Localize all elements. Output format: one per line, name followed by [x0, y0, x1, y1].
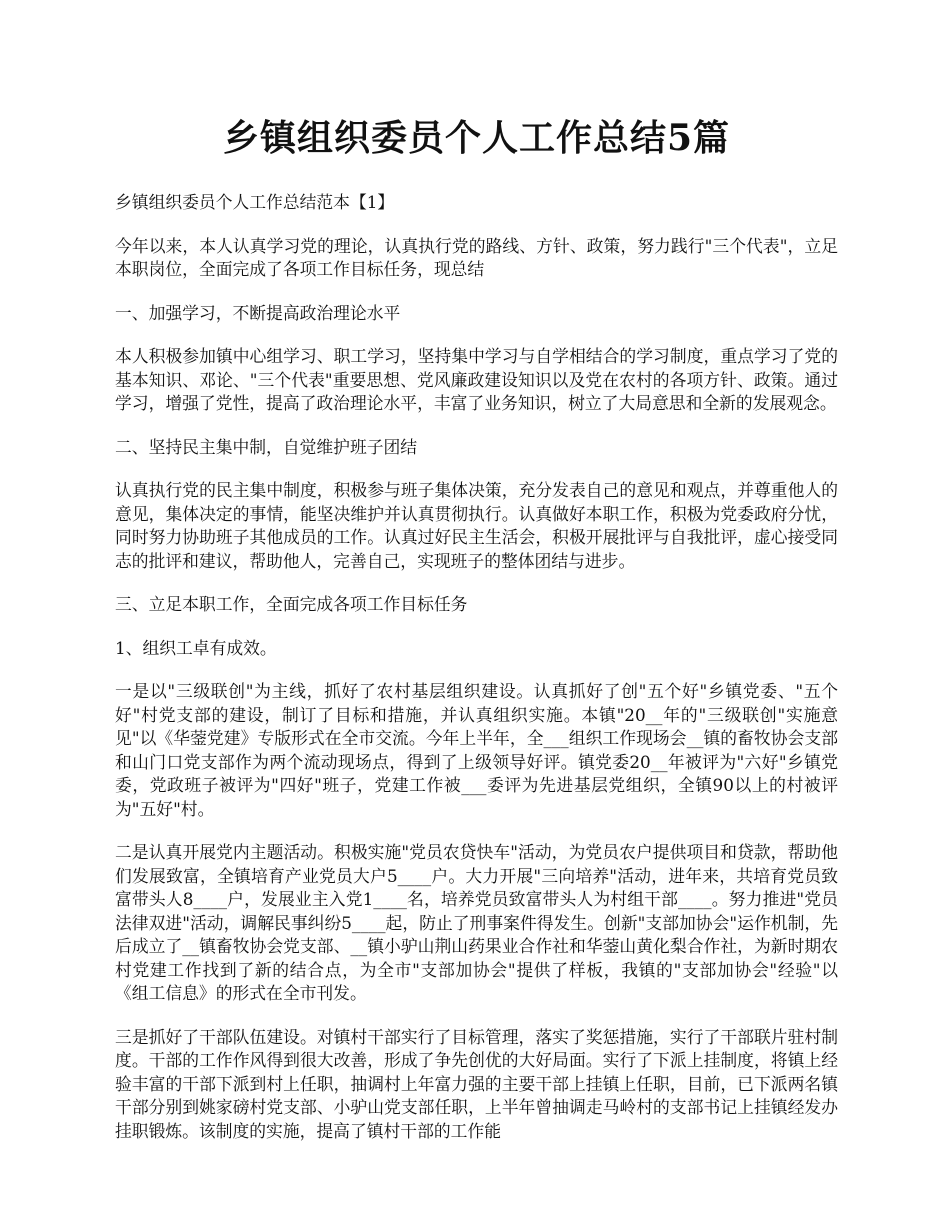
organization-work-paragraph-1: 一是以"三级联创"为主线，抓好了农村基层组织建设。认真抓好了创"五个好"乡镇党委、"五个好"村党支部的建设，制订了目标和措施，并认真组织实施。本镇"20__年的"三级联创"实施意见"以《华蓥党建》专版形式在全市交流。今年上半年，全___组织工作现场会__镇的畜牧协会支部和山门口党支部作为两个流动现场点，得到了上级领导好评。镇党委20__年被评为"六好"乡镇党委，党政班子被评为"四好"班子，党建工作被___委评为先进基层党组织，全镇90以上的村被评为"五好"村。 [115, 681, 838, 819]
section-heading-work-targets: 三、立足本职工作，全面完成各项工作目标任务 [115, 594, 468, 614]
subheading-organization-work: 1、组织工卓有成效。 [115, 637, 277, 658]
organization-work-paragraph-3: 三是抓好了干部队伍建设。对镇村干部实行了目标管理，落实了奖惩措施，实行了干部联片驻村制度。干部的工作作风得到很大改善，形成了争先创优的大好局面。实行了下派上挂制度，将镇上经验丰富的干部下派到村上任职，抽调村上年富力强的主要干部上挂镇上任职，目前，已下派两名镇干部分别到姚家磅村党支部、小驴山党支部任职，上半年曾抽调走马岭村的支部书记上挂镇经发办挂职锻炼。该制度的实施，提高了镇村干部的工作能 [115, 1026, 838, 1141]
document-title: 乡镇组织委员个人工作总结5篇 [222, 117, 731, 159]
section-heading-study: 一、加强学习，不断提高政治理论水平 [115, 302, 401, 323]
democratic-centralism-paragraph: 认真执行党的民主集中制度，积极参与班子集体决策，充分发表自己的意见和观点，并尊重他人的意见，集体决定的事情，能坚决维护并认真贯彻执行。认真做好本职工作，积极为党委政府分忧，同时努力协助班子其他成员的工作。认真过好民主生活会，积极开展批评与自我批评，虚心接受同志的批评和建议，帮助他人，完善自己，实现班子的整体团结与进步。 [115, 480, 838, 571]
section-heading-sample-1: 乡镇组织委员个人工作总结范本【1】 [115, 192, 395, 212]
organization-work-paragraph-2: 二是认真开展党内主题活动。积极实施"党员农贷快车"活动，为党员农户提供项目和贷款，帮助他们发展致富，全镇培育产业党员大户5____户。大力开展"三向培养"活动，进年来，共培育党员致富带头人8____户，发展业主入党1____名，培养党员致富带头人为村组干部____。努力推进"党员法律双进"活动，调解民事纠纷5____起，防止了刑事案件得发生。创新"支部加协会"运作机制，先后成立了__镇畜牧协会党支部、__镇小驴山荆山药果业合作社和华蓥山黄化梨合作社，为新时期农村党建工作找到了新的结合点，为全市"支部加协会"提供了样板，我镇的"支部加协会"经验"以《组工信息》的形式在全市刊发。 [115, 842, 838, 1003]
section-heading-democratic-centralism: 二、坚持民主集中制，自觉维护班子团结 [115, 436, 418, 457]
study-paragraph: 本人积极参加镇中心组学习、职工学习，坚持集中学习与自学相结合的学习制度，重点学习了党的基本知识、邓论、"三个代表"重要思想、党风廉政建设知识以及党在农村的各项方针、政策。通过学习，增强了党性，提高了政治理论水平，丰富了业务知识，树立了大局意思和全新的发展观念。 [115, 346, 838, 413]
intro-paragraph: 今年以来，本人认真学习党的理论，认真执行党的路线、方针、政策，努力践行"三个代表"，立足本职岗位，全面完成了各项工作目标任务，现总结 [115, 235, 838, 279]
